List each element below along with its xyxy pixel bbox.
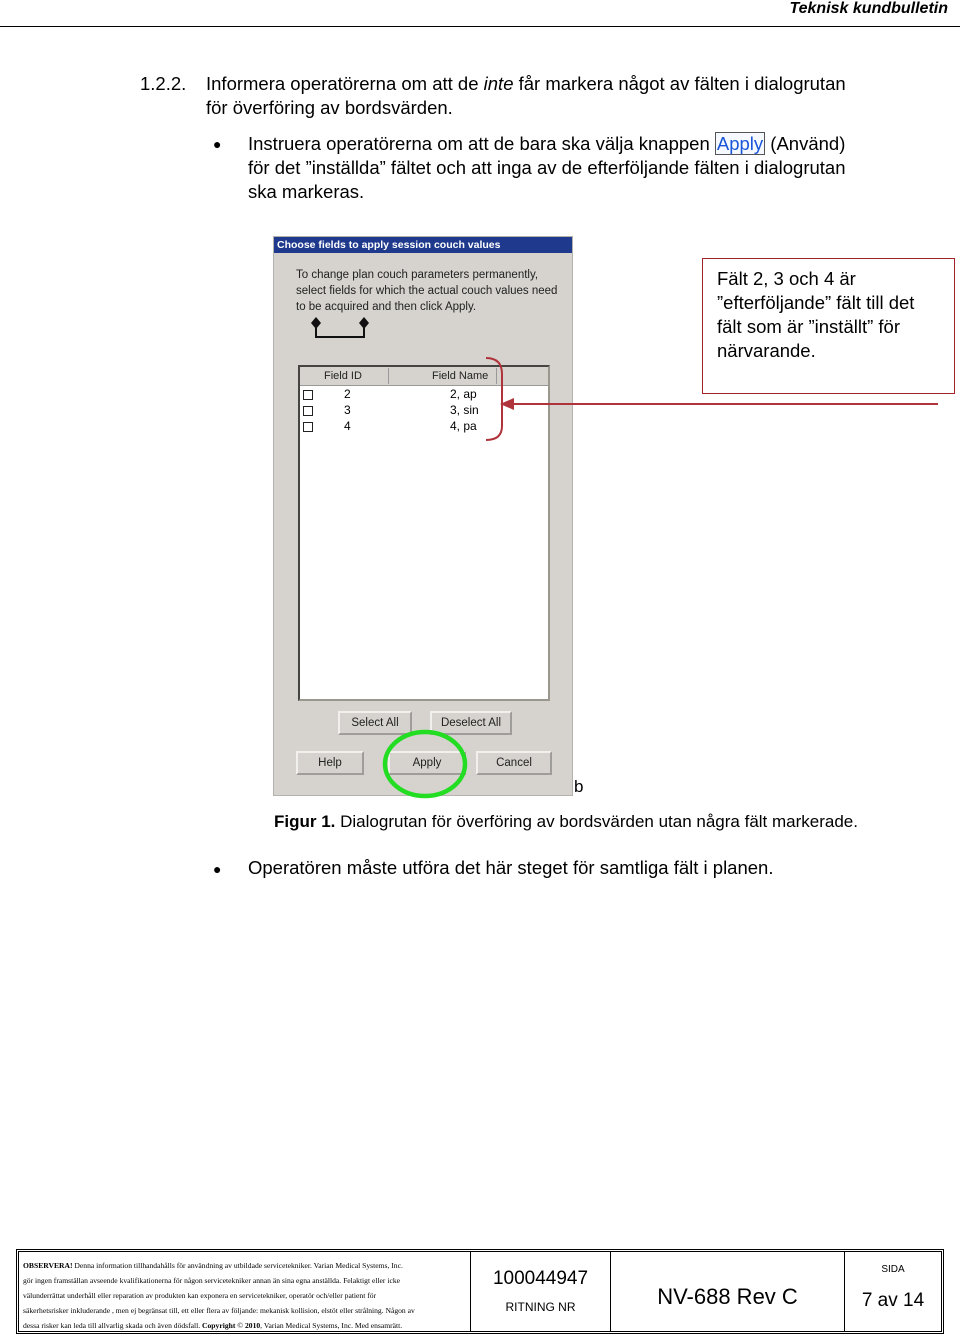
callout-line: Fält 2, 3 och 4 är <box>717 268 856 289</box>
column-field-id[interactable]: Field ID <box>320 368 389 384</box>
row-checkbox[interactable] <box>303 422 313 432</box>
cancel-button[interactable]: Cancel <box>476 751 552 775</box>
dialog-instruction-line: select fields for which the actual couch values need <box>296 285 558 297</box>
footer-line <box>23 1258 470 1273</box>
revision-cell <box>611 1252 845 1331</box>
footer-line <box>23 1318 470 1333</box>
bullet-dot: ● <box>213 861 222 877</box>
row-checkbox[interactable] <box>303 406 313 416</box>
copyright-label: Copyright <box>202 1321 236 1330</box>
bullet1-line-3: ska markeras. <box>248 181 365 202</box>
drawing-number: 100044947 <box>492 1268 589 1289</box>
row-checkbox[interactable] <box>303 390 313 400</box>
footer-text: Denna information tillhandahålls för användning av utbildade servicetekniker. Varian Medical Systems, Inc. <box>72 1261 403 1270</box>
select-all-button[interactable]: Select All <box>338 711 412 735</box>
apply-highlight-circle <box>380 728 470 804</box>
deselect-all-button[interactable]: Deselect All <box>430 711 512 735</box>
copyright-symbol: © <box>237 1321 244 1330</box>
page-cell <box>845 1252 941 1331</box>
footer-disclaimer <box>19 1252 471 1331</box>
row-field-id: 3 <box>344 403 351 417</box>
footer-table <box>16 1249 944 1334</box>
header-title: Teknisk kundbulletin <box>789 0 948 17</box>
help-button[interactable]: Help <box>296 751 364 775</box>
bullet1-line-1 <box>248 132 845 156</box>
footer-line: gör ingen framställan avseende kvalifikationerna för någon servicetekniker annan än sina egna anställda. Felaktigt eller icke <box>23 1276 401 1285</box>
footer-line: säkerhetsrisker inkluderande , men ej begränsat till, ett eller flera av följande: mekanisk kollision, elstöt eller strålning. Någon av <box>23 1306 415 1315</box>
section-number: 1.2.2. <box>140 73 187 94</box>
revision: NV-688 Rev C <box>657 1284 798 1309</box>
footer-line: välunderrättat underhåll eller reparation av produkten kan exponera en servicetekniker, operatör och/eller patient för <box>23 1291 377 1300</box>
apply-highlight: Apply <box>716 133 764 154</box>
drawing-label: RITNING NR <box>505 1300 576 1314</box>
dialog-instruction-line: to be acquired and then click Apply. <box>296 301 477 313</box>
callout-line: ”efterföljande” fält till det <box>717 292 915 313</box>
dialog-instruction-line: To change plan couch parameters permanently, <box>296 269 539 281</box>
callout-line: närvarande. <box>717 340 816 361</box>
dialog-screenshot <box>273 236 573 796</box>
page-value: 7 av 14 <box>861 1290 925 1311</box>
callout-box <box>702 258 955 394</box>
copyright-rest: , Varian Medical Systems, Inc. Med ensamrätt. <box>260 1321 403 1330</box>
drawing-number-cell <box>471 1252 611 1331</box>
figure-caption-text: Dialogrutan för överföring av bordsvärden utan några fält markerade. <box>335 812 858 831</box>
row-field-name: 3, sin <box>450 403 479 417</box>
bullet2-text: Operatören måste utföra det här steget för samtliga fält i planen. <box>248 857 774 878</box>
section-line-2: för överföring av bordsvärden. <box>206 97 453 118</box>
bullet-dot: ● <box>213 136 222 152</box>
section-line-1 <box>206 72 846 96</box>
apply-button[interactable]: Apply <box>388 751 466 775</box>
bullet1-text: Instruera operatörerna om att de bara ska välja knappen <box>248 133 715 154</box>
footer-text: dessa risker kan leda till allvarlig skada och även dödsfall. <box>23 1321 203 1330</box>
copyright-year: 2010 <box>244 1321 261 1330</box>
section-emphasis: inte <box>483 73 514 94</box>
dialog-instructions <box>296 267 557 315</box>
row-field-id: 4 <box>344 419 351 433</box>
figure-label: Figur 1. <box>274 812 336 831</box>
bullet1-line-2: för det ”inställda” fältet och att inga av de efterföljande fälten i dialogrutan <box>248 157 846 178</box>
footer-bold: OBSERVERA! <box>23 1261 73 1270</box>
figure-caption <box>274 812 858 832</box>
header-rule <box>0 26 960 27</box>
dialog-title: Choose fields to apply session couch values <box>274 237 572 253</box>
callout-line: fält som är ”inställt” för <box>717 316 900 337</box>
stray-letter: b <box>574 777 584 796</box>
column-field-name[interactable]: Field Name <box>428 368 497 384</box>
bracket-arrows <box>304 315 404 345</box>
section-text: Informera operatörerna om att de <box>206 73 484 94</box>
bullet1-text: (Använd) <box>765 133 846 154</box>
row-field-name: 4, pa <box>450 419 477 433</box>
row-field-id: 2 <box>344 387 351 401</box>
section-text: får markera något av fälten i dialogrutan <box>513 73 846 94</box>
page-label: SIDA <box>881 1264 905 1275</box>
row-field-name: 2, ap <box>450 387 477 401</box>
